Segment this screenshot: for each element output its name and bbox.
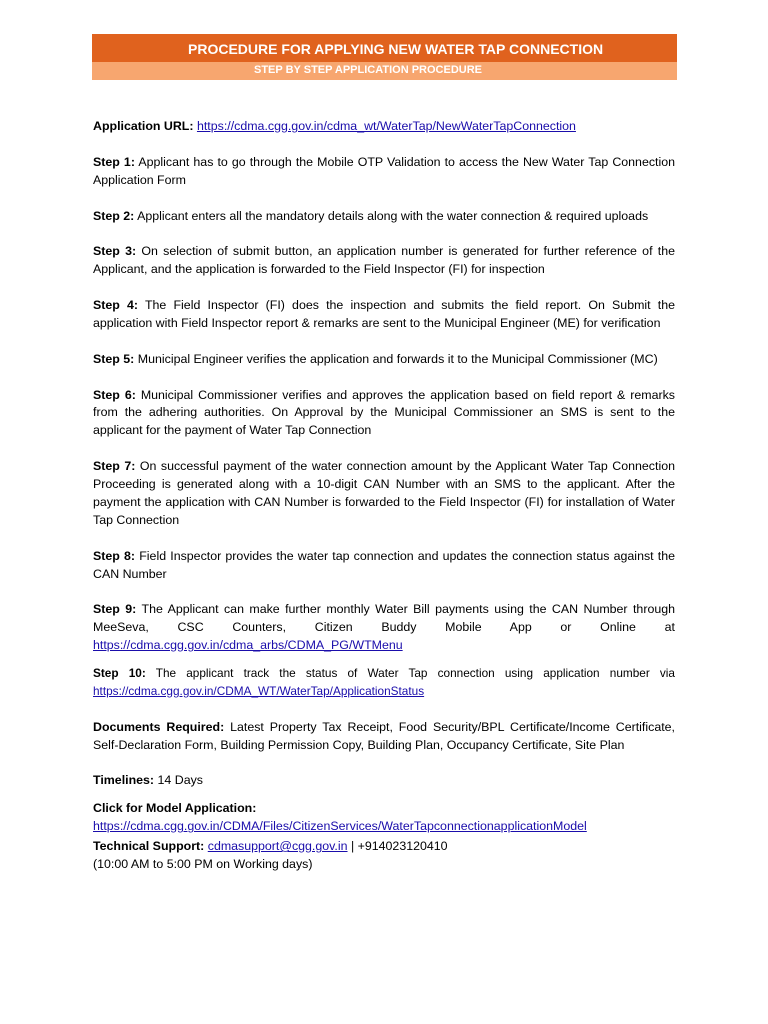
step-1-text: Applicant has to go through the Mobile OTP Validation to access the New Water Tap Connection Application Form (93, 154, 676, 187)
documents-text: Latest Property Tax Receipt, Food Security/BPL Certificate/Income Certificate, Self-Declaration Form, Building Permission Copy, Building Plan, Occupancy Certificate, Site Plan (93, 719, 675, 752)
step-9-link[interactable]: https://cdma.cgg.gov.in/cdma_arbs/CDMA_PG/WTMenu (93, 638, 403, 653)
page-subtitle: STEP BY STEP APPLICATION PROCEDURE (92, 62, 677, 80)
support-phone: | +914023120410 (347, 839, 448, 854)
application-url-label: Application URL: (93, 119, 194, 133)
step-7-label: Step 7: (93, 459, 136, 474)
step-4-label: Step 4: (93, 298, 139, 312)
support-label: Technical Support: (93, 839, 205, 854)
step-8 (93, 548, 675, 584)
step-2-label: Step 2: (93, 208, 135, 223)
step-6-label: Step 6: (93, 387, 136, 402)
step-7 (93, 458, 675, 530)
step-6-text: Municipal Commissioner verifies and approves the application based on field report & remarks from the adhering authorities. On Approval by the Municipal Commissioner an SMS is sent to the applicant for the payment of Water Tap Connection (93, 387, 676, 438)
step-3-text: On selection of submit button, an application number is generated for further reference of the Applicant, and the application is forwarded to the Field Inspector (FI) for inspection (93, 244, 675, 277)
step-5 (93, 351, 675, 369)
step-8-label: Step 8: (93, 548, 136, 563)
step-1 (93, 154, 675, 190)
timelines-text: 14 Days (157, 773, 203, 788)
step-2 (93, 208, 675, 226)
step-9 (93, 601, 675, 655)
timelines-label: Timelines: (93, 773, 155, 788)
page-title: PROCEDURE FOR APPLYING NEW WATER TAP CONNECTION (92, 34, 677, 62)
step-10 (93, 665, 675, 701)
step-1-label: Step 1: (93, 154, 135, 169)
step-5-text: Municipal Engineer verifies the application and forwards it to the Municipal Commissioner (MC) (137, 351, 658, 366)
document-body (93, 118, 675, 874)
model-application-link[interactable]: https://cdma.cgg.gov.in/CDMA/Files/CitizenServices/WaterTapconnectionapplicationModel (93, 819, 587, 834)
step-3-label: Step 3: (93, 244, 137, 259)
support-email-link[interactable]: cdmasupport@cgg.gov.in (207, 839, 348, 854)
step-8-text: Field Inspector provides the water tap connection and updates the connection status against the CAN Number (93, 548, 675, 581)
step-6 (93, 387, 675, 441)
step-4 (93, 297, 675, 333)
application-url-paragraph (93, 118, 675, 136)
step-3 (93, 243, 675, 279)
step-10-text: The applicant track the status of Water Tap connection using application number via (155, 666, 675, 681)
step-5-label: Step 5: (93, 351, 135, 366)
model-application (93, 800, 675, 836)
documents-required (93, 719, 675, 755)
step-10-link[interactable]: https://cdma.cgg.gov.in/CDMA_WT/WaterTap/ApplicationStatus (93, 683, 425, 698)
step-2-text: Applicant enters all the mandatory details along with the water connection & required uploads (137, 208, 649, 223)
timelines (93, 772, 675, 790)
step-10-label: Step 10: (93, 666, 146, 681)
document-header (92, 34, 677, 80)
documents-label: Documents Required: (93, 719, 225, 734)
step-4-text: The Field Inspector (FI) does the inspection and submits the field report. On Submit the application with Field Inspector report & remarks are sent to the Municipal Engineer (ME) for verification (93, 298, 675, 330)
application-url-link[interactable]: https://cdma.cgg.gov.in/cdma_wt/WaterTap/NewWaterTapConnection (196, 119, 576, 133)
step-9-label: Step 9: (93, 602, 137, 617)
technical-support (93, 838, 675, 874)
model-application-label: Click for Model Application: (93, 801, 257, 816)
step-9-text: The Applicant can make further monthly Water Bill payments using the CAN Number through MeeSeva, CSC Counters, Citizen Buddy Mobile App or Online at (93, 602, 676, 635)
step-7-text: On successful payment of the water connection amount by the Applicant Water Tap Connection Proceeding is generated along with a 10-digit CAN Number with an SMS to the applicant. After the payment the application with CAN Number is forwarded to the Field Inspector (FI) for installation of Water Tap Connection (93, 459, 675, 527)
support-hours: (10:00 AM to 5:00 PM on Working days) (93, 857, 313, 872)
